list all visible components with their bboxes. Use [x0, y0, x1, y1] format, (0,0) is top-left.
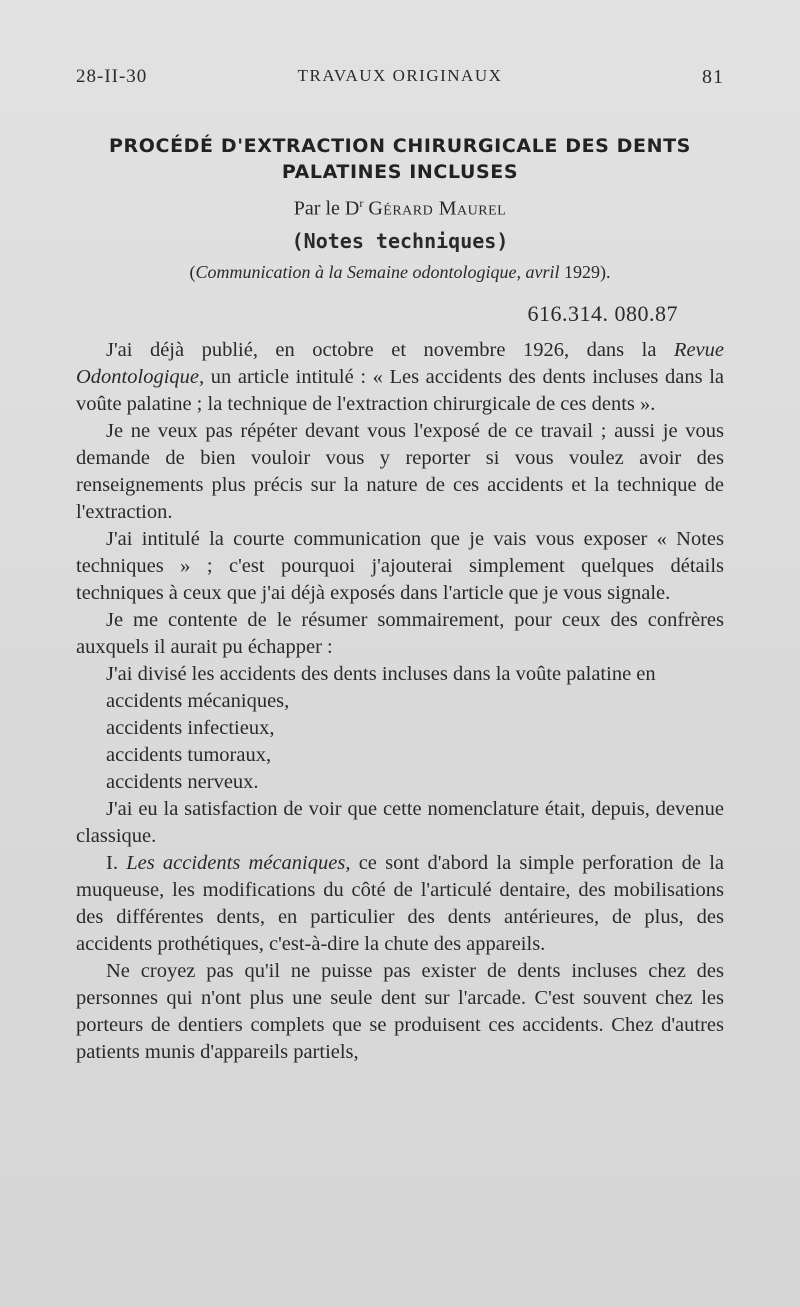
author-line — [0, 196, 800, 221]
paragraph-7 — [76, 850, 724, 958]
author-name: Gérard Maurel — [368, 197, 507, 220]
paragraph-5: J'ai divisé les accidents des dents incluses dans la voûte palatine en — [106, 663, 656, 685]
author-prefix: Par le D — [293, 197, 360, 220]
paragraph-3: J'ai intitulé la courte communication que je vais vous exposer « Notes techniques » ; c'est pourquoi j'ajouterai simplement quelques détails techniques à ceux que j'ai déjà exposés dans l'article que je vous signale. — [76, 528, 724, 604]
p7-heading: Les accidents mécaniques, — [126, 852, 351, 874]
classification-number: 616.314. 080.87 — [527, 301, 678, 326]
article-body — [76, 337, 724, 1066]
article-title — [60, 133, 740, 185]
paragraph-1 — [76, 337, 724, 418]
p7-number: I. — [106, 852, 127, 874]
communication-year: 1929). — [559, 262, 611, 282]
title-line-2: PALATINES INCLUSES — [281, 161, 519, 183]
list-item: accidents tumoraux, — [106, 744, 272, 766]
communication-open: ( — [189, 262, 196, 282]
paragraph-4: Je me contente de le résumer sommairement, pour ceux des confrères auxquels il aurait pu échapper : — [76, 609, 724, 658]
header-date: 28-II-30 — [76, 66, 148, 87]
p1-text-a: J'ai déjà publié, en octobre et novembre 1926, dans la — [106, 339, 674, 361]
paragraph-2: Je ne veux pas répéter devant vous l'exposé de ce travail ; aussi je vous demande de bien vouloir vous y reporter si vous voulez avoir des renseignements plus précis sur la nature de ces accidents et la technique de l'extraction. — [76, 420, 724, 523]
header-journal: TRAVAUX ORIGINAUX — [297, 66, 503, 85]
list-item: accidents mécaniques, — [106, 690, 290, 712]
running-header — [76, 66, 724, 96]
paragraph-6: J'ai eu la satisfaction de voir que cette nomenclature était, depuis, devenue classique. — [76, 798, 724, 847]
list-item: accidents infectieux, — [106, 717, 275, 739]
p1-text-b: un article intitulé : « Les accidents des dents incluses dans la voûte palatine ; la technique de l'extraction chirurgicale de ces dents ». — [76, 366, 724, 415]
author-title-sup: r — [359, 196, 364, 210]
communication-italic: Communication à la Semaine odontologique, avril — [195, 262, 560, 282]
paragraph-8: Ne croyez pas qu'il ne puisse pas exister de dents incluses chez des personnes qui n'ont plus une seule dent sur l'arcade. C'est souvent chez les porteurs de dentiers complets que se produisent ces accidents. Chez d'autres patients munis d'appareils partiels, — [76, 960, 724, 1063]
p1-journal-name: Revue Odontologique, — [76, 339, 724, 388]
p7-text: ce sont d'abord la simple perforation de la muqueuse, les modifications du côté de l'articulé dentaire, des mobilisations des différentes dents, en particulier des dents antérieures, de plus, des accidents prothétiques, c'est-à-dire la chute des appareils. — [76, 852, 724, 955]
article-subtitle: (Notes techniques) — [291, 229, 509, 253]
header-page-number: 81 — [702, 66, 724, 88]
communication-note — [0, 262, 800, 283]
accident-list — [76, 688, 724, 796]
list-item: accidents nerveux. — [106, 771, 259, 793]
title-line-1: PROCÉDÉ D'EXTRACTION CHIRURGICALE DES DENTS — [109, 135, 691, 157]
